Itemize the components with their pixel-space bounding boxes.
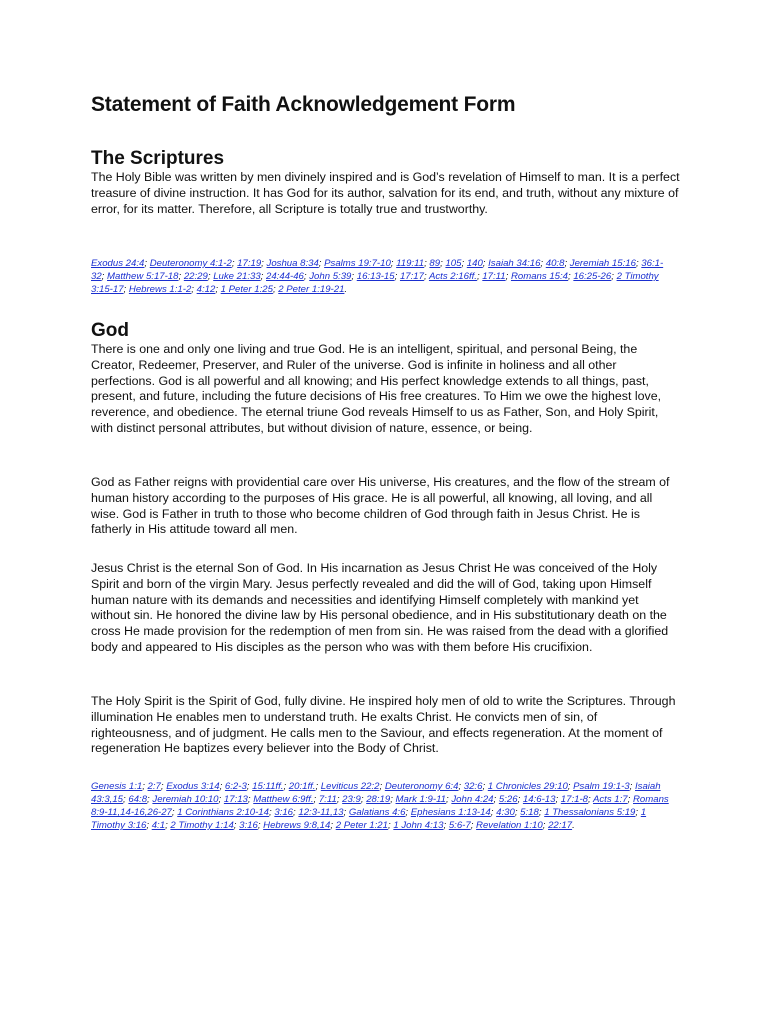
scriptures-references: Exodus 24:4; Deuteronomy 4:1-2; 17:19; Joshua 8:34; Psalms 19:7-10; 119:11; 89; 105; 140; Isaiah 34:16; 40:8; Jeremiah 15:16; 36:1-32; Matthew 5:17-18; 22:29; Luke 21:33; 24:44-46; John 5:39; 16:13-15; 17:17; Acts 2:16ff.; 17:11; Romans 15:4; 16:25-26; 2 Timothy 3:15-17; Hebrews 1:1-2; 4:12; 1 Peter 1:25; 2 Peter 1:19-21. bbox=[91, 258, 664, 295]
scripture-reference-link[interactable]: Jeremiah 10:10 bbox=[152, 794, 219, 805]
scripture-reference-link[interactable]: 1 Timothy 3:16 bbox=[91, 807, 647, 831]
scripture-reference-link[interactable]: 2 Timothy 1:14 bbox=[170, 820, 234, 831]
scripture-reference-link[interactable]: 17:1-8 bbox=[560, 794, 588, 805]
scripture-reference-link[interactable]: 5:6-7 bbox=[448, 820, 471, 831]
scripture-reference-link[interactable]: Genesis 1:1 bbox=[91, 781, 143, 792]
god-spirit-paragraph: The Holy Spirit is the Spirit of God, fully divine. He inspired holy men of old to write the Scriptures. Through illumination He enables men to understand truth. He exalts Christ. He convicts men of sin, of righteousness, and of judgment. He calls men to the Saviour, and effects regeneration. At the moment of regeneration He baptizes every believer into the Body of Christ. bbox=[91, 694, 676, 756]
scripture-reference-link[interactable]: 1 Thessalonians 5:19 bbox=[544, 807, 636, 818]
scripture-reference-link[interactable]: John 5:39 bbox=[309, 271, 352, 282]
scripture-reference-link[interactable]: 2:7 bbox=[147, 781, 161, 792]
scripture-reference-link[interactable]: 6:2-3 bbox=[224, 781, 247, 792]
scripture-reference-link[interactable]: 1 John 4:13 bbox=[393, 820, 444, 831]
scripture-reference-link[interactable]: 140 bbox=[466, 258, 483, 269]
scripture-reference-link[interactable]: 17:11 bbox=[482, 271, 506, 282]
scripture-reference-link[interactable]: Deuteronomy 6:4 bbox=[384, 781, 459, 792]
scripture-reference-link[interactable]: 5:26 bbox=[498, 794, 518, 805]
scripture-reference-link[interactable]: Ephesians 1:13-14 bbox=[410, 807, 491, 818]
scripture-reference-link[interactable]: 7:11 bbox=[318, 794, 337, 805]
scripture-reference-link[interactable]: 2 Peter 1:21 bbox=[335, 820, 388, 831]
scripture-reference-link[interactable]: Mark 1:9-11 bbox=[395, 794, 447, 805]
scripture-reference-link[interactable]: 2 Peter 1:19-21 bbox=[278, 284, 345, 295]
scriptures-section bbox=[91, 148, 681, 217]
scripture-reference-link[interactable]: 12:3-11,13 bbox=[298, 807, 344, 818]
scripture-reference-link[interactable]: 20:1ff. bbox=[288, 781, 316, 792]
scripture-reference-link[interactable]: 40:8 bbox=[545, 258, 565, 269]
scripture-reference-link[interactable]: Hebrews 1:1-2 bbox=[128, 284, 192, 295]
scripture-reference-link[interactable]: 15:11ff. bbox=[252, 781, 284, 792]
scriptures-heading: The Scriptures bbox=[91, 148, 225, 169]
scripture-reference-link[interactable]: John 4:24 bbox=[451, 794, 494, 805]
scriptures-paragraph: The Holy Bible was written by men divinely inspired and is God’s revelation of Himself to man. It is a perfect treasure of divine instruction. It has God for its author, salvation for its end, and truth, without any mixture of error, for its matter. Therefore, all Scripture is totally true and trustworthy. bbox=[91, 170, 680, 216]
scripture-reference-link[interactable]: Psalm 19:1-3 bbox=[573, 781, 630, 792]
scripture-reference-link[interactable]: Romans 15:4 bbox=[510, 271, 568, 282]
scripture-reference-link[interactable]: Psalms 19:7-10 bbox=[324, 258, 391, 269]
scripture-reference-link[interactable]: Matthew 5:17-18 bbox=[107, 271, 179, 282]
scripture-reference-link[interactable]: 4:1 bbox=[151, 820, 166, 831]
scripture-reference-link[interactable]: Galatians 4:6 bbox=[348, 807, 406, 818]
document-title: Statement of Faith Acknowledgement Form bbox=[91, 93, 516, 116]
scripture-reference-link[interactable]: 1 Corinthians 2:10-14 bbox=[177, 807, 269, 818]
scripture-reference-link[interactable]: 89 bbox=[429, 258, 441, 269]
scripture-reference-link[interactable]: 28:19 bbox=[366, 794, 391, 805]
scripture-reference-link[interactable]: 22:17 bbox=[548, 820, 573, 831]
scripture-reference-link[interactable]: Deuteronomy 4:1-2 bbox=[149, 258, 232, 269]
scripture-reference-link[interactable]: Acts 2:16ff. bbox=[428, 271, 477, 282]
scripture-reference-link[interactable]: 17:19 bbox=[237, 258, 262, 269]
scripture-reference-link[interactable]: 105 bbox=[445, 258, 462, 269]
god-paragraph-1: There is one and only one living and true God. He is an intelligent, spiritual, and personal Being, the Creator, Redeemer, Preserver, and Ruler of the universe. God is infinite in holiness and all other perfections. God is all powerful and all knowing; and His perfect knowledge extends to all things, past, present, and future, including the future decisions of His free creatures. To Him we owe the highest love, reverence, and obedience. The eternal triune God reveals Himself to us as Father, Son, and Holy Spirit, with distinct personal attributes, but without division of nature, essence, or being. bbox=[91, 342, 662, 435]
scripture-reference-link[interactable]: 1 Chronicles 29:10 bbox=[487, 781, 568, 792]
scripture-reference-link[interactable]: 5:18 bbox=[520, 807, 539, 818]
scripture-reference-link[interactable]: 64:8 bbox=[128, 794, 148, 805]
scripture-reference-link[interactable]: Isaiah 43:3,15 bbox=[91, 781, 661, 805]
god-son-paragraph: Jesus Christ is the eternal Son of God. In His incarnation as Jesus Christ He was conceived of the Holy Spirit and born of the virgin Mary. Jesus perfectly revealed and did the will of God, taking upon Himself human nature with its demands and necessities and identifying Himself completely with mankind yet without sin. He honored the divine law by His personal obedience, and in His substitutionary death on the cross He made provision for the redemption of men from sin. He was raised from the dead with a glorified body and appeared to His disciples as the person who was with them before His crucifixion. bbox=[91, 561, 669, 654]
scripture-reference-link[interactable]: Joshua 8:34 bbox=[266, 258, 319, 269]
scripture-reference-link[interactable]: 23:9 bbox=[342, 794, 361, 805]
scripture-reference-link[interactable]: 16:13-15 bbox=[356, 271, 395, 282]
scripture-reference-link[interactable]: 16:25-26 bbox=[573, 271, 612, 282]
scripture-reference-link[interactable]: 17:13 bbox=[223, 794, 248, 805]
scripture-reference-link[interactable]: 4:30 bbox=[496, 807, 515, 818]
scripture-reference-link[interactable]: 3:16 bbox=[239, 820, 258, 831]
scripture-reference-link[interactable]: Isaiah 34:16 bbox=[488, 258, 541, 269]
scripture-reference-link[interactable]: 2 Timothy 3:15-17 bbox=[91, 271, 659, 295]
scripture-reference-link[interactable]: 3:16 bbox=[274, 807, 294, 818]
scripture-reference-link[interactable]: 22:29 bbox=[183, 271, 208, 282]
scripture-reference-link[interactable]: 36:1-32 bbox=[91, 258, 664, 282]
scripture-reference-link[interactable]: Acts 1:7 bbox=[592, 794, 628, 805]
scripture-reference-link[interactable]: 119:11 bbox=[396, 258, 425, 269]
scripture-reference-link[interactable]: Revelation 1:10 bbox=[476, 820, 543, 831]
scripture-reference-link[interactable]: Jeremiah 15:16 bbox=[569, 258, 636, 269]
scripture-reference-link[interactable]: Hebrews 9:8,14 bbox=[263, 820, 331, 831]
scripture-reference-link[interactable]: 24:44-46 bbox=[266, 271, 304, 282]
scripture-reference-link[interactable]: 14:6-13 bbox=[522, 794, 556, 805]
scripture-reference-link[interactable]: 1 Peter 1:25 bbox=[220, 284, 273, 295]
scripture-reference-link[interactable]: Exodus 24:4 bbox=[91, 258, 145, 269]
god-references: Genesis 1:1; 2:7; Exodus 3:14; 6:2-3; 15:11ff.; 20:1ff.; Leviticus 22:2; Deuteronomy 6:4; 32:6; 1 Chronicles 29:10; Psalm 19:1-3; Isaiah 43:3,15; 64:8; Jeremiah 10:10; 17:13; Matthew 6:9ff.; 7:11; 23:9; 28:19; Mark 1:9-11; John 4:24; 5:26; 14:6-13; 17:1-8; Acts 1:7; Romans 8:9-11,14-16,26-27; 1 Corinthians 2:10-14; 3:16; 12:3-11,13; Galatians 4:6; Ephesians 1:13-14; 4:30; 5:18; 1 Thessalonians 5:19; 1 Timothy 3:16; 4:1; 2 Timothy 1:14; 3:16; Hebrews 9:8,14; 2 Peter 1:21; 1 John 4:13; 5:6-7; Revelation 1:10; 22:17. bbox=[91, 781, 669, 831]
scripture-reference-link[interactable]: Exodus 3:14 bbox=[166, 781, 220, 792]
scripture-reference-link[interactable]: Luke 21:33 bbox=[213, 271, 261, 282]
scripture-reference-link[interactable]: Romans 8:9-11,14-16,26-27 bbox=[91, 794, 669, 818]
scripture-reference-link[interactable]: Matthew 6:9ff. bbox=[253, 794, 314, 805]
god-section bbox=[91, 320, 681, 437]
scripture-reference-link[interactable]: Leviticus 22:2 bbox=[320, 781, 380, 792]
scripture-reference-link[interactable]: 4:12 bbox=[196, 284, 216, 295]
scripture-reference-link[interactable]: 17:17 bbox=[399, 271, 424, 282]
scripture-reference-link[interactable]: 32:6 bbox=[463, 781, 483, 792]
god-heading: God bbox=[91, 320, 129, 341]
god-father-paragraph: God as Father reigns with providential care over His universe, His creatures, and the flow of the stream of human history according to the purposes of His grace. He is all powerful, all knowing, all loving, and all wise. God is Father in truth to those who become children of God through faith in Jesus Christ. He is fatherly in His attitude toward all men. bbox=[91, 475, 670, 537]
